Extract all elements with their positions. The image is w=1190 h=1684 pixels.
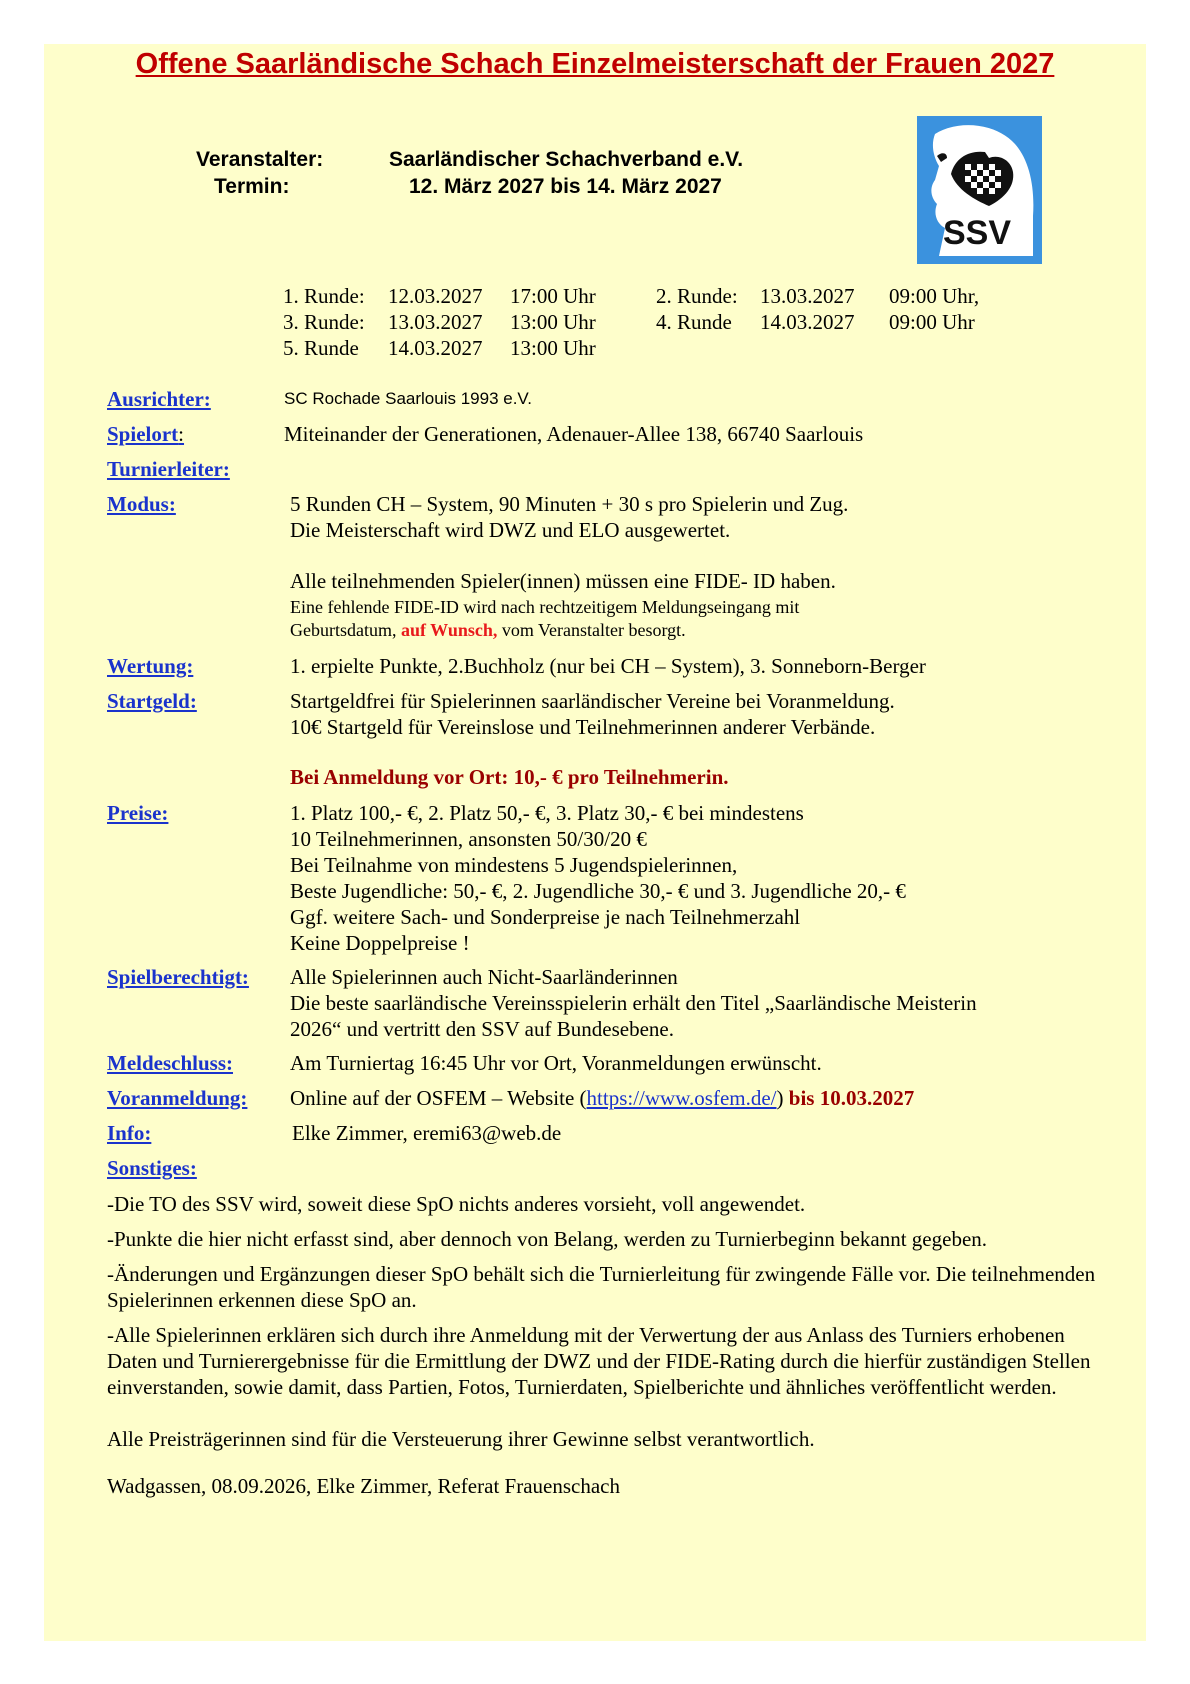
round-3-time: 13:00 Uhr <box>510 310 596 334</box>
startgeld-label: Startgeld: <box>107 689 197 713</box>
round-5-date: 14.03.2027 <box>388 336 483 360</box>
voranmeldung-value <box>290 1086 914 1111</box>
preise-line-3: Bei Teilnahme von mindestens 5 Jugendspielerinnen, <box>290 853 738 877</box>
chess-knight-logo-icon <box>917 116 1042 264</box>
round-4-date: 14.03.2027 <box>760 310 855 334</box>
modus-auf-wunsch: auf Wunsch, <box>400 620 498 640</box>
round-5-time: 13:00 Uhr <box>510 336 596 360</box>
round-4-time: 09:00 Uhr <box>889 310 975 334</box>
startgeld-line-1: Startgeldfrei für Spielerinnen saarländischer Vereine bei Voranmeldung. <box>290 689 895 713</box>
note-4: -Alle Spielerinnen erklären sich durch ihre Anmeldung mit der Verwertung der aus Anlass des Turniers erhobenen Daten und Turnierergebnisse für die Ermittlung der DWZ und der FIDE-Rating durch die hierfür zuständigen Stellen einverstanden, sowie damit, dass Partien, Fotos, Turnierdaten, Spielberichte und ähnliches veröffentlicht werden. <box>107 1323 1091 1399</box>
preise-line-6: Keine Doppelpreise ! <box>290 931 470 955</box>
voranmeldung-prefix: Online auf der OSFEM – Website ( <box>290 1086 587 1110</box>
spielberechtigt-line-2: Die beste saarländische Vereinsspielerin erhält den Titel „Saarländische Meisterin <box>290 991 977 1015</box>
spielort-colon: : <box>178 422 185 446</box>
note-3: -Änderungen und Ergänzungen dieser SpO behält sich die Turnierleitung für zwingende Fälle vor. Die teilnehmenden Spielerinnen erkennen diese SpO an. <box>107 1262 1096 1312</box>
spielort-value: Miteinander der Generationen, Adenauer-Allee 138, 66740 Saarlouis <box>284 422 864 446</box>
preise-line-2: 10 Teilnehmerinnen, ansonsten 50/30/20 € <box>290 827 647 851</box>
voranmeldung-suffix: ) <box>776 1086 789 1110</box>
turnierleiter-label: Turnierleiter: <box>107 457 230 481</box>
wertung-value: 1. erpielte Punkte, 2.Buchholz (nur bei CH – System), 3. Sonneborn-Berger <box>290 654 926 678</box>
spielberechtigt-label: Spielberechtigt: <box>107 965 249 989</box>
startgeld-line-2: 10€ Startgeld für Vereinslose und Teilnehmerinnen anderer Verbände. <box>290 715 876 739</box>
round-4-label: 4. Runde <box>656 310 732 334</box>
round-2-label: 2. Runde: <box>656 284 738 308</box>
modus-line-5-b: vom Veranstalter besorgt. <box>497 620 686 640</box>
modus-line-5-a: Geburtsdatum, <box>290 620 401 640</box>
signature: Wadgassen, 08.09.2026, Elke Zimmer, Referat Frauenschach <box>107 1474 620 1498</box>
termin-label: Termin: <box>214 175 290 198</box>
wertung-label: Wertung: <box>107 654 194 678</box>
note-2: -Punkte die hier nicht erfasst sind, aber dennoch von Belang, werden zu Turnierbeginn bekannt gegeben. <box>107 1227 988 1251</box>
info-value: Elke Zimmer, eremi63@web.de <box>292 1121 562 1145</box>
ausrichter-label: Ausrichter: <box>107 387 211 411</box>
info-label: Info: <box>107 1121 152 1145</box>
page-title: Offene Saarländische Schach Einzelmeisterschaft der Frauen 2027 <box>135 48 1055 80</box>
termin-value: 12. März 2027 bis 14. März 2027 <box>409 175 722 198</box>
round-2-date: 13.03.2027 <box>760 284 855 308</box>
modus-line-4: Eine fehlende FIDE-ID wird nach rechtzeitigem Meldungseingang mit <box>290 597 800 617</box>
round-2-time: 09:00 Uhr, <box>889 284 980 308</box>
modus-line-5 <box>290 620 686 641</box>
preise-label: Preise: <box>107 801 169 825</box>
meldeschluss-label: Meldeschluss: <box>107 1051 233 1075</box>
preise-line-5: Ggf. weitere Sach- und Sonderpreise je nach Teilnehmerzahl <box>290 905 801 929</box>
preise-line-1: 1. Platz 100,- €, 2. Platz 50,- €, 3. Platz 30,- € bei mindestens <box>290 801 804 825</box>
logo-text: SSV <box>942 214 1012 252</box>
modus-label: Modus: <box>107 492 176 516</box>
document-page <box>44 44 1146 1641</box>
sonstiges-label: Sonstiges: <box>107 1156 197 1180</box>
modus-line-3: Alle teilnehmenden Spieler(innen) müssen eine FIDE- ID haben. <box>290 569 836 593</box>
modus-line-2: Die Meisterschaft wird DWZ und ELO ausgewertet. <box>290 518 731 542</box>
note-5: Alle Preisträgerinnen sind für die Versteuerung ihrer Gewinne selbst verantwortlich. <box>107 1427 815 1451</box>
veranstalter-label: Veranstalter: <box>196 148 324 171</box>
round-5-label: 5. Runde <box>283 336 359 360</box>
voranmeldung-label: Voranmeldung: <box>107 1086 248 1110</box>
preise-line-4: Beste Jugendliche: 50,- €, 2. Jugendliche 30,- € und 3. Jugendliche 20,- € <box>290 879 906 903</box>
startgeld-line-3: Bei Anmeldung vor Ort: 10,- € pro Teilnehmerin. <box>290 765 729 789</box>
spielberechtigt-line-3: 2026“ und vertritt den SSV auf Bundesebene. <box>290 1017 674 1041</box>
round-1-time: 17:00 Uhr <box>510 284 596 308</box>
modus-line-1: 5 Runden CH – System, 90 Minuten + 30 s pro Spielerin und Zug. <box>290 492 849 516</box>
note-1: -Die TO des SSV wird, soweit diese SpO nichts anderes vorsieht, voll angewendet. <box>107 1192 806 1216</box>
meldeschluss-value: Am Turniertag 16:45 Uhr vor Ort, Voranmeldungen erwünscht. <box>290 1051 822 1075</box>
spielort-label-text: Spielort <box>107 422 179 446</box>
round-3-label: 3. Runde: <box>283 310 365 334</box>
veranstalter-value: Saarländischer Schachverband e.V. <box>389 148 744 171</box>
round-1-label: 1. Runde: <box>283 284 365 308</box>
ausrichter-value: SC Rochade Saarlouis 1993 e.V. <box>284 389 532 408</box>
spielberechtigt-line-1: Alle Spielerinnen auch Nicht-Saarländerinnen <box>290 965 678 989</box>
spielort-label <box>107 422 184 447</box>
ssv-logo <box>917 116 1042 264</box>
voranmeldung-deadline: bis 10.03.2027 <box>788 1086 915 1110</box>
osfem-website-link[interactable]: https://www.osfem.de/ <box>586 1086 777 1110</box>
round-1-date: 12.03.2027 <box>388 284 483 308</box>
round-3-date: 13.03.2027 <box>388 310 483 334</box>
